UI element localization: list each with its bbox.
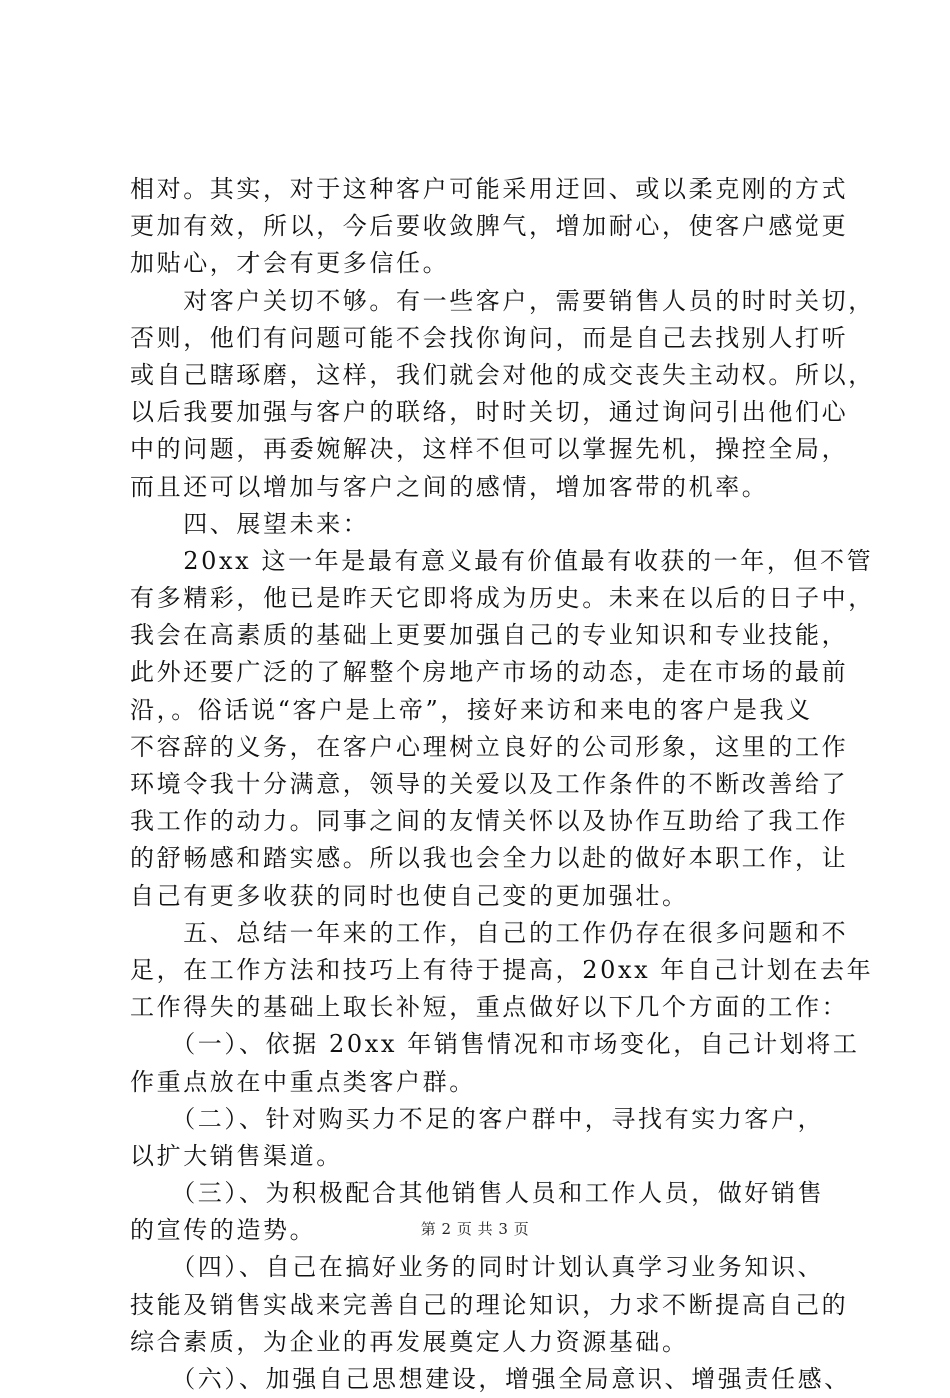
text-line: 我会在高素质的基础上更要加强自己的专业知识和专业技能，: [130, 621, 849, 650]
text-line: 的舒畅感和踏实感。所以我也会全力以赴的做好本职工作，让: [130, 844, 849, 873]
list-item: （四）、自己在搞好业务的同时计划认真学习业务知识、: [130, 1253, 825, 1282]
text-line: 否则，他们有问题可能不会找你询问，而是自己去找别人打听: [130, 323, 849, 352]
list-item: （二）、针对购买力不足的客户群中，寻找有实力客户，: [130, 1104, 825, 1133]
text-line: 自己有更多收获的同时也使自己变的更加强壮。: [130, 881, 689, 910]
text-line: 加贴心，才会有更多信任。: [130, 249, 450, 278]
text-line: 五、总结一年来的工作，自己的工作仍存在很多问题和不: [130, 918, 849, 947]
text-line: 不容辞的义务，在客户心理树立良好的公司形象，这里的工作: [130, 732, 849, 761]
list-item: （六）、加强自己思想建设，增强全局意识、增强责任感、: [130, 1365, 851, 1393]
text-line: 沿，。俗话说“客户是上帝”，接好来访和来电的客户是我义: [130, 695, 813, 724]
text-line: 20xx 这一年是最有意义最有价值最有收获的一年，但不管: [130, 546, 874, 575]
text-line: 综合素质，为企业的再发展奠定人力资源基础。: [130, 1327, 689, 1356]
text-line: 作重点放在中重点类客户群。: [130, 1067, 476, 1096]
list-item: （三）、为积极配合其他销售人员和工作人员，做好销售: [130, 1179, 825, 1208]
text-line: 环境令我十分满意，领导的关爱以及工作条件的不断改善给了: [130, 770, 849, 798]
text-line: 技能及销售实战来完善自己的理论知识，力求不断提高自己的: [130, 1290, 849, 1319]
text-line: 或自己瞎琢磨，这样，我们就会对他的成交丧失主动权。所以，: [130, 360, 875, 389]
text-line: 中的问题，再委婉解决，这样不但可以掌握先机，操控全局，: [130, 435, 849, 464]
text-line: 更加有效，所以，今后要收敛脾气，增加耐心，使客户感觉更: [130, 212, 849, 241]
text-line: 此外还要广泛的了解整个房地产市场的动态，走在市场的最前: [130, 658, 849, 687]
document-body: [130, 171, 875, 1398]
section-heading: 四、展望未来：: [130, 509, 370, 538]
text-line: 相对。其实，对于这种客户可能采用迂回、或以柔克刚的方式: [130, 175, 849, 203]
text-line: 以后我要加强与客户的联络，时时关切，通过询问引出他们心: [130, 398, 849, 427]
text-line: 对客户关切不够。有一些客户，需要销售人员的时时关切，: [130, 286, 875, 315]
text-line: 有多精彩，他已是昨天它即将成为历史。未来在以后的日子中，: [130, 584, 875, 613]
text-line: 我工作的动力。同事之间的友情关怀以及协作互助给了我工作: [130, 807, 849, 836]
page-footer: 第 2 页 共 3 页: [420, 1220, 530, 1238]
text-line: 足，在工作方法和技巧上有待于提高，20xx 年自己计划在去年: [130, 955, 874, 984]
text-line: 的宣传的造势。: [130, 1216, 317, 1245]
text-line: 工作得失的基础上取长补短，重点做好以下几个方面的工作：: [130, 993, 849, 1022]
text-line: 而且还可以增加与客户之间的感情，增加客带的机率。: [130, 472, 769, 501]
text-line: 以扩大销售渠道。: [130, 1141, 343, 1170]
list-item: （一）、依据 20xx 年销售情况和市场变化，自己计划将工: [130, 1030, 860, 1059]
